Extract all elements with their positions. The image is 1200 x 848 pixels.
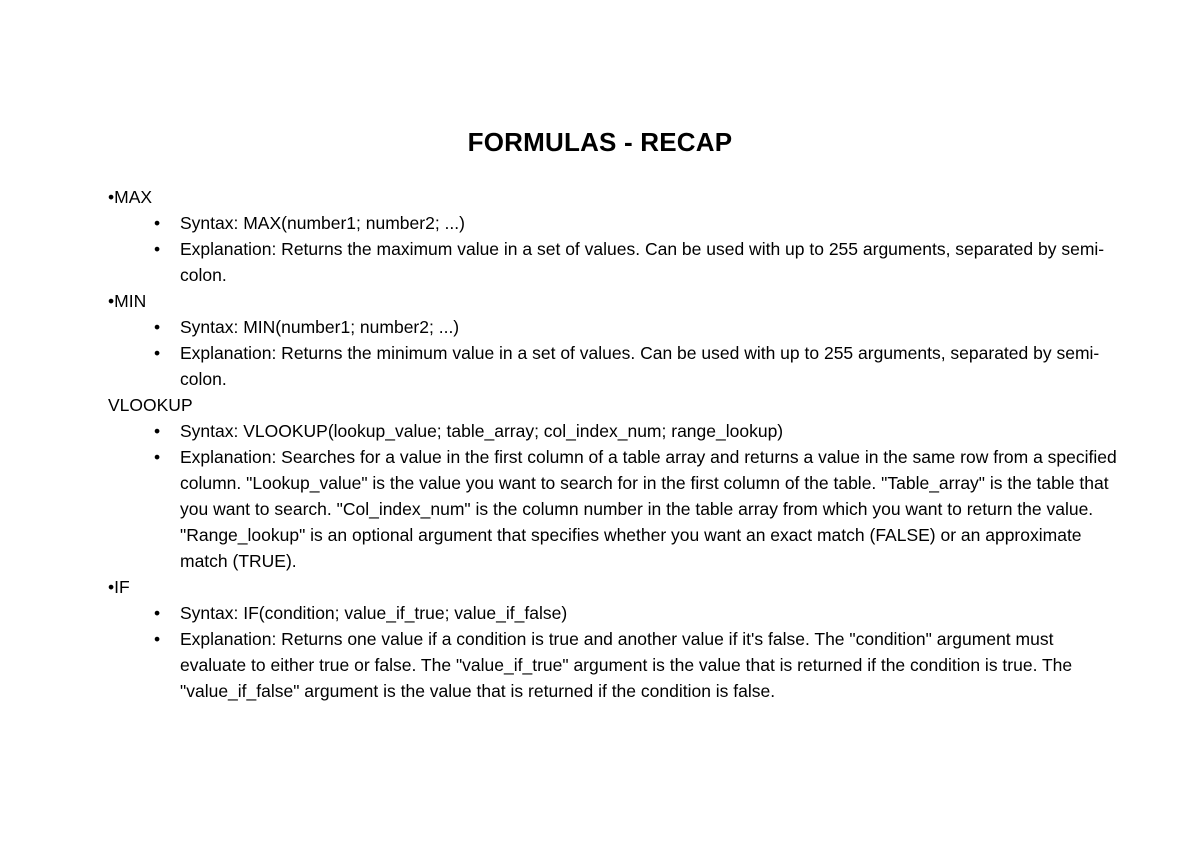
section-bullet: • (108, 291, 115, 311)
syntax-item (154, 210, 1118, 236)
section-name: IF (114, 577, 130, 597)
list-bullet: • (154, 239, 161, 259)
section-bullet: • (108, 577, 115, 597)
syntax-item (154, 314, 1118, 340)
explanation-text: Explanation: Searches for a value in the first column of a table array and returns a value in the same row from a specified column. "Lookup_value" is the value you want to search for in the first column of the table. "Table_array" is the table that you want to search. "Col_index_num" is the column number in the table array from which you want to return the value. "Range_lookup" is an optional argument that specifies whether you want an exact match (FALSE) or an approximate match (TRUE). (180, 447, 1117, 571)
section-details (108, 600, 1118, 704)
syntax-text: Syntax: MIN(number1; number2; ...) (180, 317, 460, 337)
syntax-item (154, 418, 1118, 444)
section-bullet: • (108, 187, 115, 207)
section-name: MAX (114, 187, 153, 207)
section-details (108, 314, 1118, 392)
formula-list (108, 184, 1118, 704)
explanation-item (154, 626, 1118, 704)
explanation-text: Explanation: Returns the minimum value in a set of values. Can be used with up to 255 arguments, separated by semi-colon. (180, 343, 1100, 389)
explanation-item (154, 444, 1118, 574)
page-title: FORMULAS - RECAP (467, 127, 733, 157)
syntax-text: Syntax: MAX(number1; number2; ...) (180, 213, 465, 233)
list-bullet: • (154, 447, 161, 467)
section-if (108, 574, 1118, 704)
section-heading (108, 574, 1118, 600)
explanation-item (154, 340, 1118, 392)
section-name: VLOOKUP (108, 395, 193, 415)
explanation-item (154, 236, 1118, 288)
list-bullet: • (154, 603, 161, 623)
syntax-text: Syntax: IF(condition; value_if_true; value_if_false) (180, 603, 568, 623)
syntax-item (154, 600, 1118, 626)
list-bullet: • (154, 629, 161, 649)
section-vlookup (108, 392, 1118, 574)
explanation-text: Explanation: Returns the maximum value in a set of values. Can be used with up to 255 arguments, separated by semi-colon. (180, 239, 1105, 285)
section-heading (108, 392, 1118, 418)
section-heading (108, 288, 1118, 314)
section-name: MIN (114, 291, 147, 311)
section-details (108, 210, 1118, 288)
section-min (108, 288, 1118, 392)
section-details (108, 418, 1118, 574)
explanation-text: Explanation: Returns one value if a condition is true and another value if it's false. The "condition" argument must evaluate to either true or false. The "value_if_true" argument is the value that is returned if the condition is true. The "value_if_false" argument is the value that is returned if the condition is false. (180, 629, 1073, 701)
section-heading (108, 184, 1118, 210)
list-bullet: • (154, 421, 161, 441)
list-bullet: • (154, 213, 161, 233)
list-bullet: • (154, 317, 161, 337)
section-max (108, 184, 1118, 288)
syntax-text: Syntax: VLOOKUP(lookup_value; table_array; col_index_num; range_lookup) (180, 421, 784, 441)
list-bullet: • (154, 343, 161, 363)
